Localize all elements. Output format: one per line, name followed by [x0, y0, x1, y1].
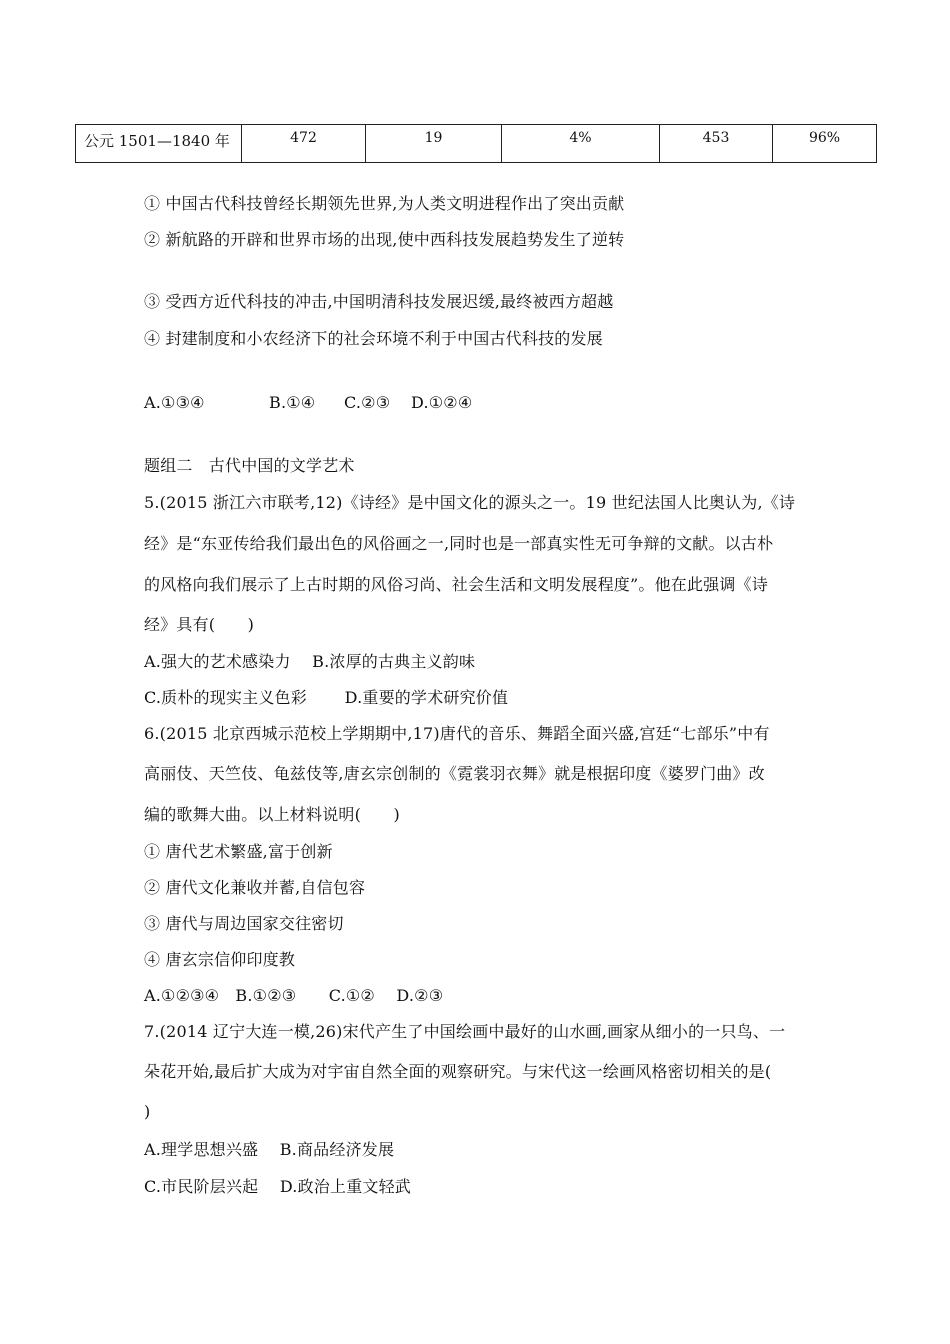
q6-statement-4: ④ 唐玄宗信仰印度教 [144, 950, 296, 969]
table-cell: 96% [773, 125, 877, 163]
q6-options: A.①②③④ B.①②③ C.①② D.②③ [144, 986, 444, 1005]
q6-statement-2: ② 唐代文化兼收并蓄,自信包容 [144, 878, 366, 897]
q5-text-line: 5.(2015 浙江六市联考,12)《诗经》是中国文化的源头之一。19 世纪法国人比奥认为,《诗 [144, 493, 796, 512]
q5-options-cd: C.质朴的现实主义色彩 D.重要的学术研究价值 [144, 688, 509, 707]
table-cell-period: 公元 1501—1840 年 [76, 125, 242, 163]
q7-text-line: 朵花开始,最后扩大成为对宇宙自然全面的观察研究。与宋代这一绘画风格密切相关的是( [144, 1062, 772, 1081]
option-d: D.①②④ [411, 393, 473, 412]
q7-options-cd: C.市民阶层兴起 D.政治上重文轻武 [144, 1177, 411, 1196]
q4-statement-3: ③ 受西方近代科技的冲击,中国明清科技发展迟缓,最终被西方超越 [144, 292, 614, 311]
q6-text-line: 编的歌舞大曲。以上材料说明( ) [144, 805, 400, 824]
table-row [76, 125, 877, 163]
q5-text-line: 经》具有( ) [144, 615, 255, 634]
q6-text-line: 高丽伎、天竺伎、龟兹伎等,唐玄宗创制的《霓裳羽衣舞》就是根据印度《婆罗门曲》改 [144, 764, 765, 783]
statistics-table [75, 124, 877, 163]
table-cell: 453 [660, 125, 773, 163]
table-cell: 19 [366, 125, 502, 163]
q5-text-line: 的风格向我们展示了上古时期的风俗习尚、社会生活和文明发展程度”。他在此强调《诗 [144, 575, 768, 594]
group-title: 题组二 古代中国的文学艺术 [144, 456, 355, 475]
q7-text-line: ) [144, 1102, 151, 1121]
option-c: C.②③ [344, 393, 391, 412]
option-a: A.①③④ [144, 393, 205, 412]
q6-text-line: 6.(2015 北京西城示范校上学期期中,17)唐代的音乐、舞蹈全面兴盛,宫廷“七部乐”中有 [144, 724, 770, 743]
q7-text-line: 7.(2014 辽宁大连一模,26)宋代产生了中国绘画中最好的山水画,画家从细小的一只鸟、一 [144, 1022, 786, 1041]
q4-statement-2: ② 新航路的开辟和世界市场的出现,使中西科技发展趋势发生了逆转 [144, 230, 625, 249]
option-b: B.①④ [269, 393, 316, 412]
q7-options-ab: A.理学思想兴盛 B.商品经济发展 [144, 1140, 395, 1159]
q4-statement-1: ① 中国古代科技曾经长期领先世界,为人类文明进程作出了突出贡献 [144, 194, 625, 213]
q4-statement-4: ④ 封建制度和小农经济下的社会环境不利于中国古代科技的发展 [144, 329, 603, 348]
q6-statement-1: ① 唐代艺术繁盛,富于创新 [144, 842, 333, 861]
table-cell: 472 [242, 125, 366, 163]
q4-options [144, 393, 472, 413]
q5-options-ab: A.强大的艺术感染力 B.浓厚的古典主义韵味 [144, 652, 476, 671]
table-cell: 4% [502, 125, 660, 163]
q5-text-line: 经》是“东亚传给我们最出色的风俗画之一,同时也是一部真实性无可争辩的文献。以古朴 [144, 534, 774, 553]
q6-statement-3: ③ 唐代与周边国家交往密切 [144, 914, 344, 933]
